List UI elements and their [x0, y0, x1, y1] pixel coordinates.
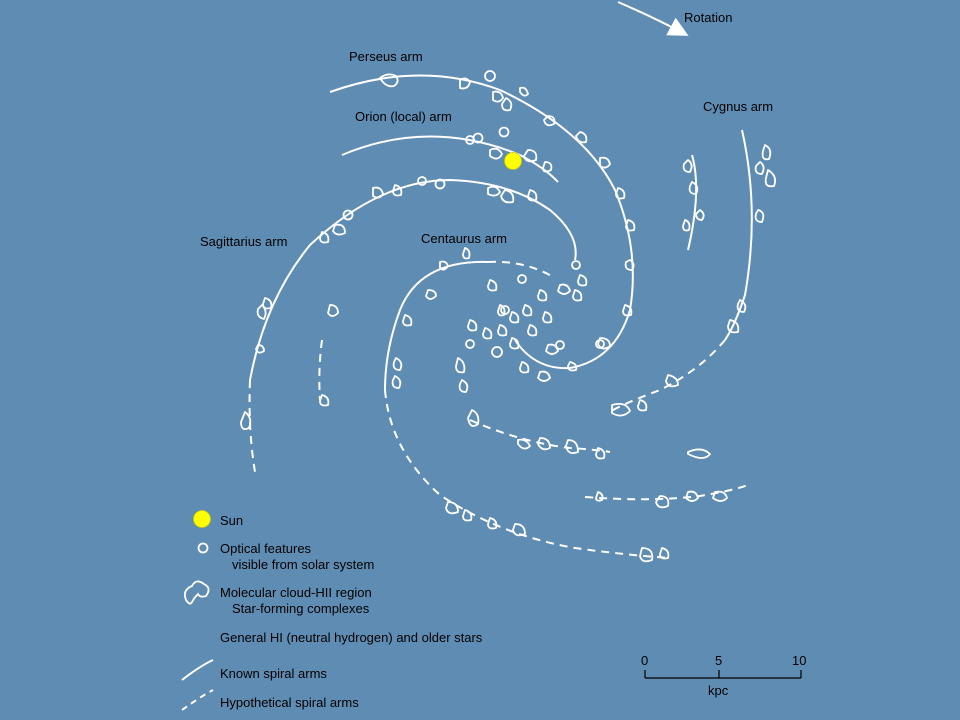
legend-hypothetical-arm-icon [182, 690, 213, 710]
scale-bar [645, 670, 801, 678]
scale-unit: kpc [708, 683, 729, 698]
orion-arm-label: Orion (local) arm [355, 109, 452, 124]
legend-molecular-icon [185, 581, 209, 603]
legend-molecular-label: Molecular cloud-HII region Star-forming complexes [220, 585, 372, 617]
molecular-clouds [241, 74, 775, 561]
scale-tick-0: 0 [641, 653, 649, 668]
legend-sun-label: Sun [220, 513, 244, 528]
legend-known-arm-icon [182, 660, 213, 680]
centaurus-arm-line [385, 262, 488, 390]
legend-sun-icon [194, 511, 211, 528]
cygnus-arm-label: Cygnus arm [703, 99, 774, 114]
sagittarius-arm-label: Sagittarius arm [200, 234, 288, 249]
rotation-arrow [618, 2, 685, 34]
legend-known-label: Known spiral arms [220, 666, 327, 681]
sagittarius-arm-line [250, 180, 576, 380]
legend-optical-label: Optical features visible from solar system [220, 541, 375, 573]
scale-tick-5: 5 [715, 653, 723, 668]
sun-marker [505, 153, 522, 170]
legend-symbols [182, 511, 213, 711]
perseus-arm-label: Perseus arm [349, 49, 423, 64]
scale-tick-10: 10 [792, 653, 807, 668]
rotation-label: Rotation [684, 10, 733, 25]
legend-hi-label: General HI (neutral hydrogen) and older stars [220, 630, 483, 645]
legend-hypothetical-label: Hypothetical spiral arms [220, 695, 359, 710]
centaurus-arm-label: Centaurus arm [421, 231, 507, 246]
cygnus-inner-line [688, 155, 696, 250]
legend-optical-icon [199, 544, 208, 553]
